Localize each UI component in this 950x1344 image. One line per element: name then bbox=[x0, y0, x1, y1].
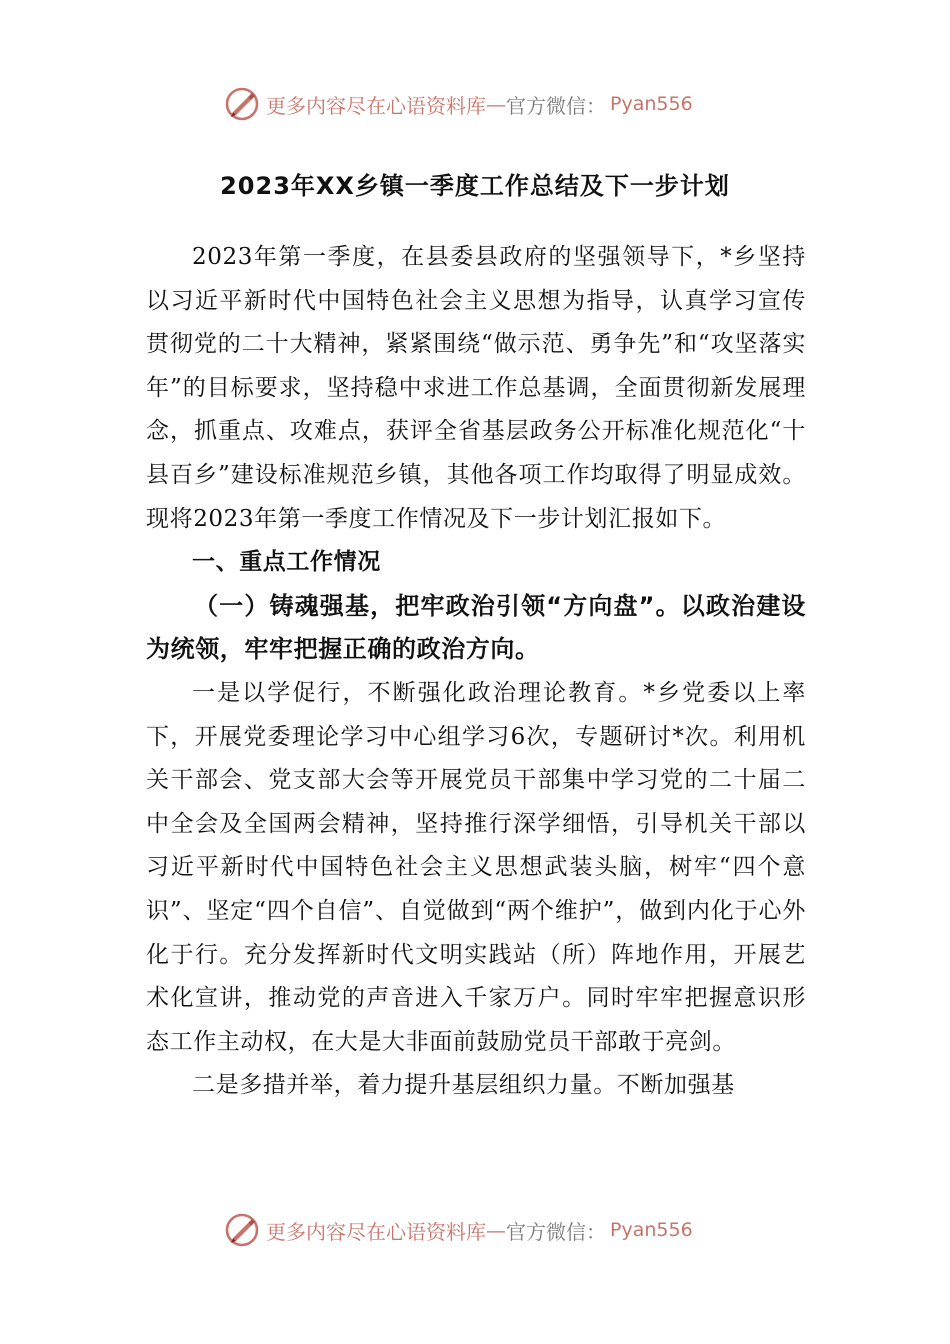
intro-paragraph: 2023年第一季度，在县委县政府的坚强领导下，*乡坚持以习近平新时代中国特色社会主义思想为指导，认真学习宣传贯彻党的二十大精神，紧紧围绕“做示范、勇争先”和“攻坚落实年”的目标要求，坚持稳中求进工作总基调，全面贯彻新发展理念，抓重点、攻难点，获评全省基层政务公开标准化规范化“十县百乡”建设标准规范乡镇，其他各项工作均取得了明显成效。现将2023年第一季度工作情况及下一步计划汇报如下。 bbox=[146, 244, 806, 532]
watermark-dash: — bbox=[486, 92, 506, 116]
pen-logo-icon bbox=[224, 1212, 260, 1248]
watermark-wechat-id: Pyan556 bbox=[610, 93, 693, 115]
watermark-wechat-id: Pyan556 bbox=[610, 1219, 693, 1241]
watermark-main-text: 更多内容尽在心语资料库 bbox=[266, 1219, 486, 1244]
watermark-header bbox=[224, 82, 693, 126]
watermark-footer bbox=[224, 1208, 693, 1252]
document-body bbox=[146, 236, 806, 1108]
watermark-official-label: 官方微信： bbox=[506, 1219, 606, 1244]
watermark-official-label: 官方微信： bbox=[506, 93, 606, 118]
subsection-heading: （一）铸魂强基，把牢政治引领“方向盘”。以政治建设为统领，牢牢把握正确的政治方向。 bbox=[146, 591, 806, 664]
watermark-main-text: 更多内容尽在心语资料库 bbox=[266, 93, 486, 118]
pen-logo-icon bbox=[224, 86, 260, 122]
section-heading: 一、重点工作情况 bbox=[192, 549, 381, 576]
body-paragraph: 一是以学促行，不断强化政治理论教育。*乡党委以上率下，开展党委理论学习中心组学习6次，专题研讨*次。利用机关干部会、党支部大会等开展党员干部集中学习党的二十届二中全会及全国两会精神，坚持推行深学细悟，引导机关干部以习近平新时代中国特色社会主义思想武装头脑，树牢“四个意识”、坚定“四个自信”、自觉做到“两个维护”，做到内化于心外化于行。充分发挥新时代文明实践站（所）阵地作用，开展艺术化宣讲，推动党的声音进入千家万户。同时牢牢把握意识形态工作主动权，在大是大非面前鼓励党员干部敢于亮剑。 bbox=[146, 679, 806, 1055]
body-paragraph: 二是多措并举，着力提升基层组织力量。不断加强基 bbox=[192, 1072, 735, 1099]
watermark-dash: — bbox=[486, 1218, 506, 1242]
document-title: 2023年XX乡镇一季度工作总结及下一步计划 bbox=[220, 172, 730, 200]
